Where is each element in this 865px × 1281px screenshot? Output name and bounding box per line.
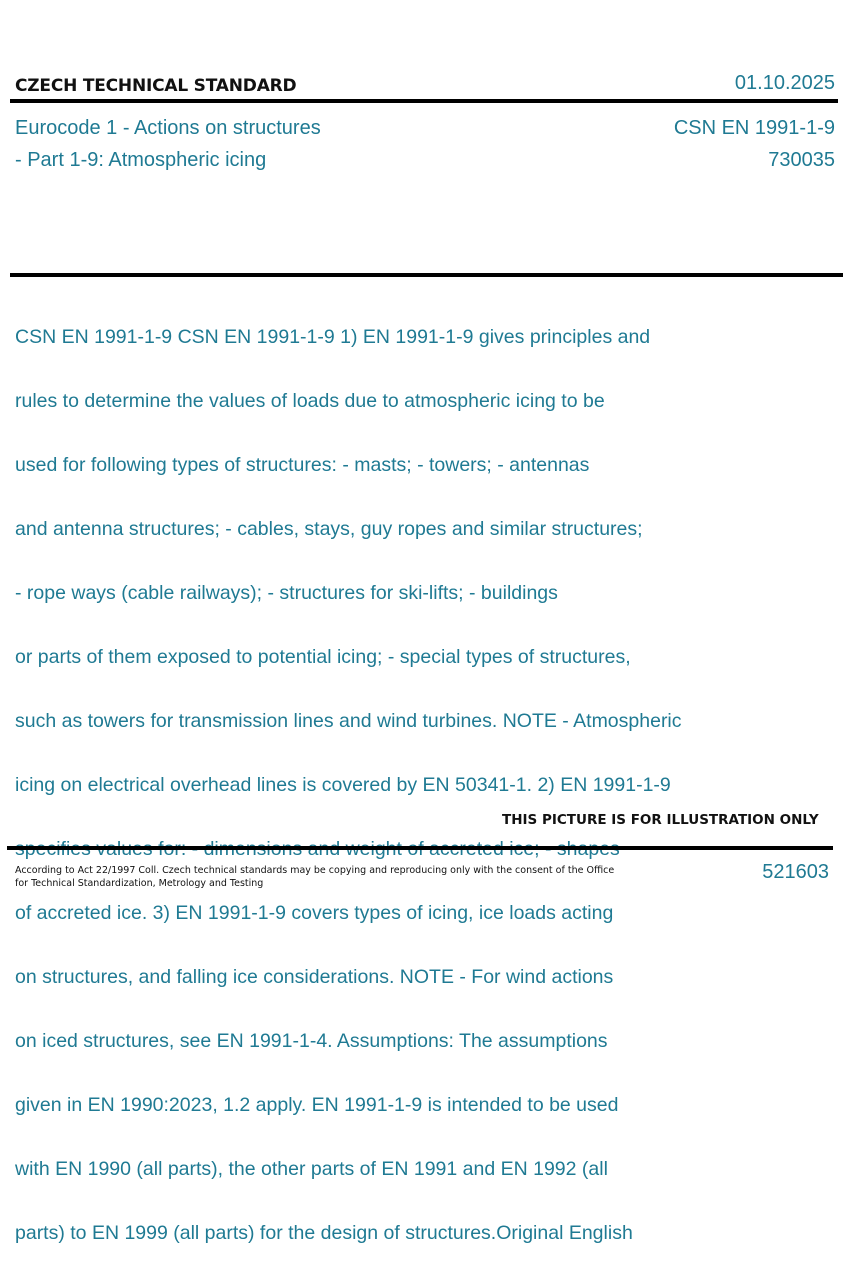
footer-rule [7, 846, 833, 850]
abstract-line: rules to determine the values of loads due to atmospheric icing to be [15, 390, 605, 412]
legal-notice-line: According to Act 22/1997 Coll. Czech technical standards may be copying and reproducing only with the consent of the Office [15, 865, 615, 876]
abstract-line: CSN EN 1991-1-9 CSN EN 1991-1-9 1) EN 1991-1-9 gives principles and [15, 326, 651, 348]
abstract-line: with EN 1990 (all parts), the other parts of EN 1991 and EN 1992 (all [15, 1158, 608, 1180]
standard-class-number: 730035 [768, 149, 835, 171]
legal-notice-line: for Technical Standardization, Metrology and Testing [15, 878, 264, 889]
abstract-line: - rope ways (cable railways); - structures for ski-lifts; - buildings [15, 582, 558, 604]
standard-title-line2: - Part 1-9: Atmospheric icing [15, 149, 267, 171]
legal-notice [15, 864, 614, 890]
abstract-line: and antenna structures; - cables, stays, guy ropes and similar structures; [15, 518, 643, 540]
abstract-text [15, 289, 775, 1281]
abstract-line: parts) to EN 1999 (all parts) for the design of structures.Original English [15, 1222, 633, 1244]
title-rule [10, 273, 843, 277]
standard-code: CSN EN 1991-1-9 [673, 117, 835, 139]
standard-title-line1: Eurocode 1 - Actions on structures [15, 117, 321, 139]
abstract-line: on iced structures, see EN 1991-1-4. Assumptions: The assumptions [15, 1030, 608, 1052]
abstract-line: given in EN 1990:2023, 1.2 apply. EN 1991-1-9 is intended to be used [15, 1094, 619, 1116]
abstract-line: on structures, and falling ice considerations. NOTE - For wind actions [15, 966, 614, 988]
header-rule [10, 99, 838, 103]
catalog-number: 521603 [762, 861, 829, 883]
abstract-line: of accreted ice. 3) EN 1991-1-9 covers types of icing, ice loads acting [15, 902, 614, 924]
abstract-line: such as towers for transmission lines and wind turbines. NOTE - Atmospheric [15, 710, 682, 732]
abstract-line: icing on electrical overhead lines is covered by EN 50341-1. 2) EN 1991-1-9 [15, 774, 671, 796]
abstract-line: or parts of them exposed to potential icing; - special types of structures, [15, 646, 631, 668]
abstract-line: used for following types of structures: - masts; - towers; - antennas [15, 454, 590, 476]
document-type-heading: CZECH TECHNICAL STANDARD [15, 76, 297, 96]
publication-date: 01.10.2025 [734, 72, 835, 94]
illustration-disclaimer: THIS PICTURE IS FOR ILLUSTRATION ONLY [502, 812, 819, 828]
